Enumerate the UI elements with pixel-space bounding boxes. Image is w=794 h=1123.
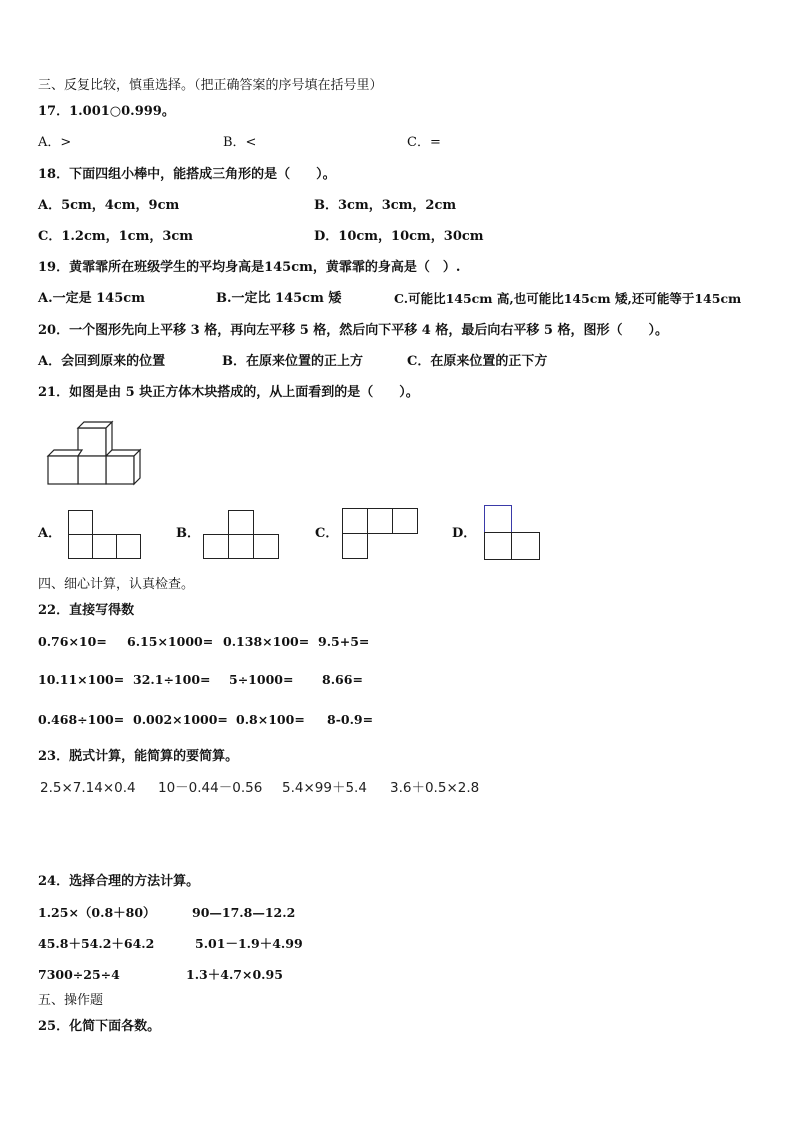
- q18-option-b: B．3cm，3cm，2cm: [314, 198, 457, 213]
- question-19-stem: 19．黄霏霏所在班级学生的平均身高是145cm，黄霏霏的身高是（ ）.: [38, 260, 461, 275]
- q21-option-a-figure: [68, 510, 142, 560]
- question-24-stem: 24．选择合理的方法计算。: [38, 874, 200, 889]
- cube-stack-figure: [44, 420, 144, 486]
- question-20-stem: 20．一个图形先向上平移 3 格，再向左平移 5 格，然后向下平移 4 格，最后向右平移 5 格，图形（ ）。: [38, 323, 668, 338]
- q21-option-b-label: B．: [176, 526, 200, 541]
- q21-option-c-label: C．: [315, 526, 339, 541]
- q21-option-b-figure: [203, 510, 279, 560]
- q22-r3-c3: 0.8×100=: [236, 712, 305, 727]
- section-4-heading: 四、细心计算，认真检查。: [38, 577, 195, 592]
- question-17-stem: 17．1.001○0.999。: [38, 104, 175, 119]
- q21-option-c-figure: [342, 508, 418, 560]
- q20-option-a: A．会回到原来的位置: [38, 354, 166, 369]
- q24-r1-c2: 90—17.8—12.2: [192, 905, 296, 920]
- q24-r3-c1: 7300÷25÷4: [38, 967, 120, 982]
- q22-r1-c1: 0.76×10=: [38, 634, 107, 649]
- q17-option-a: A．>: [38, 135, 72, 150]
- q22-r2-c2: 32.1÷100=: [133, 672, 211, 687]
- q22-r3-c1: 0.468÷100=: [38, 712, 125, 727]
- section-5-heading: 五、操作题: [38, 993, 104, 1008]
- q21-option-d-label: D．: [452, 526, 477, 541]
- q18-option-d: D．10cm，10cm，30cm: [314, 229, 484, 244]
- question-22-stem: 22．直接写得数: [38, 603, 135, 618]
- q24-r2-c1: 45.8＋54.2＋64.2: [38, 936, 155, 951]
- question-23-stem: 23．脱式计算，能简算的要简算。: [38, 749, 239, 764]
- q24-r3-c2: 1.3＋4.7×0.95: [186, 967, 283, 982]
- q22-r2-c1: 10.11×100=: [38, 672, 125, 687]
- q22-r1-c4: 9.5+5=: [318, 634, 370, 649]
- q20-option-c: C．在原来位置的正下方: [407, 354, 548, 369]
- q23-item-2: 10－0.44－0.56: [158, 780, 263, 796]
- q19-option-c: C.可能比145cm 高,也可能比145cm 矮,还可能等于145cm: [394, 291, 742, 306]
- q23-item-4: 3.6＋0.5×2.8: [390, 780, 480, 796]
- q22-r3-c4: 8-0.9=: [327, 712, 374, 727]
- q23-item-3: 5.4×99＋5.4: [282, 780, 367, 796]
- q18-option-c: C．1.2cm，1cm，3cm: [38, 229, 194, 244]
- q24-r2-c2: 5.01－1.9＋4.99: [195, 936, 303, 951]
- question-21-stem: 21．如图是由 5 块正方体木块搭成的，从上面看到的是（ ）。: [38, 385, 419, 400]
- q22-r3-c2: 0.002×1000=: [133, 712, 228, 727]
- q22-r1-c3: 0.138×100=: [223, 634, 310, 649]
- q17-option-b: B．<: [223, 135, 257, 150]
- question-25-stem: 25．化简下面各数。: [38, 1019, 161, 1034]
- q17-option-c: C．=: [407, 135, 441, 150]
- question-18-stem: 18．下面四组小棒中，能搭成三角形的是（ ）。: [38, 167, 336, 182]
- q22-r1-c2: 6.15×1000=: [127, 634, 214, 649]
- q24-r1-c1: 1.25×（0.8＋80）: [38, 905, 156, 920]
- q19-option-b: B.一定比 145cm 矮: [216, 291, 342, 306]
- q18-option-a: A．5cm，4cm，9cm: [38, 198, 180, 213]
- q22-r2-c4: 8.66=: [322, 672, 363, 687]
- q21-option-a-label: A．: [38, 526, 62, 541]
- q20-option-b: B．在原来位置的正上方: [222, 354, 363, 369]
- q23-item-1: 2.5×7.14×0.4: [40, 780, 136, 796]
- q21-option-d-figure: [484, 505, 541, 561]
- q22-r2-c3: 5÷1000=: [229, 672, 294, 687]
- q19-option-a: A.一定是 145cm: [38, 291, 145, 306]
- section-3-heading: 三、反复比较，慎重选择。（把正确答案的序号填在括号里）: [38, 78, 383, 93]
